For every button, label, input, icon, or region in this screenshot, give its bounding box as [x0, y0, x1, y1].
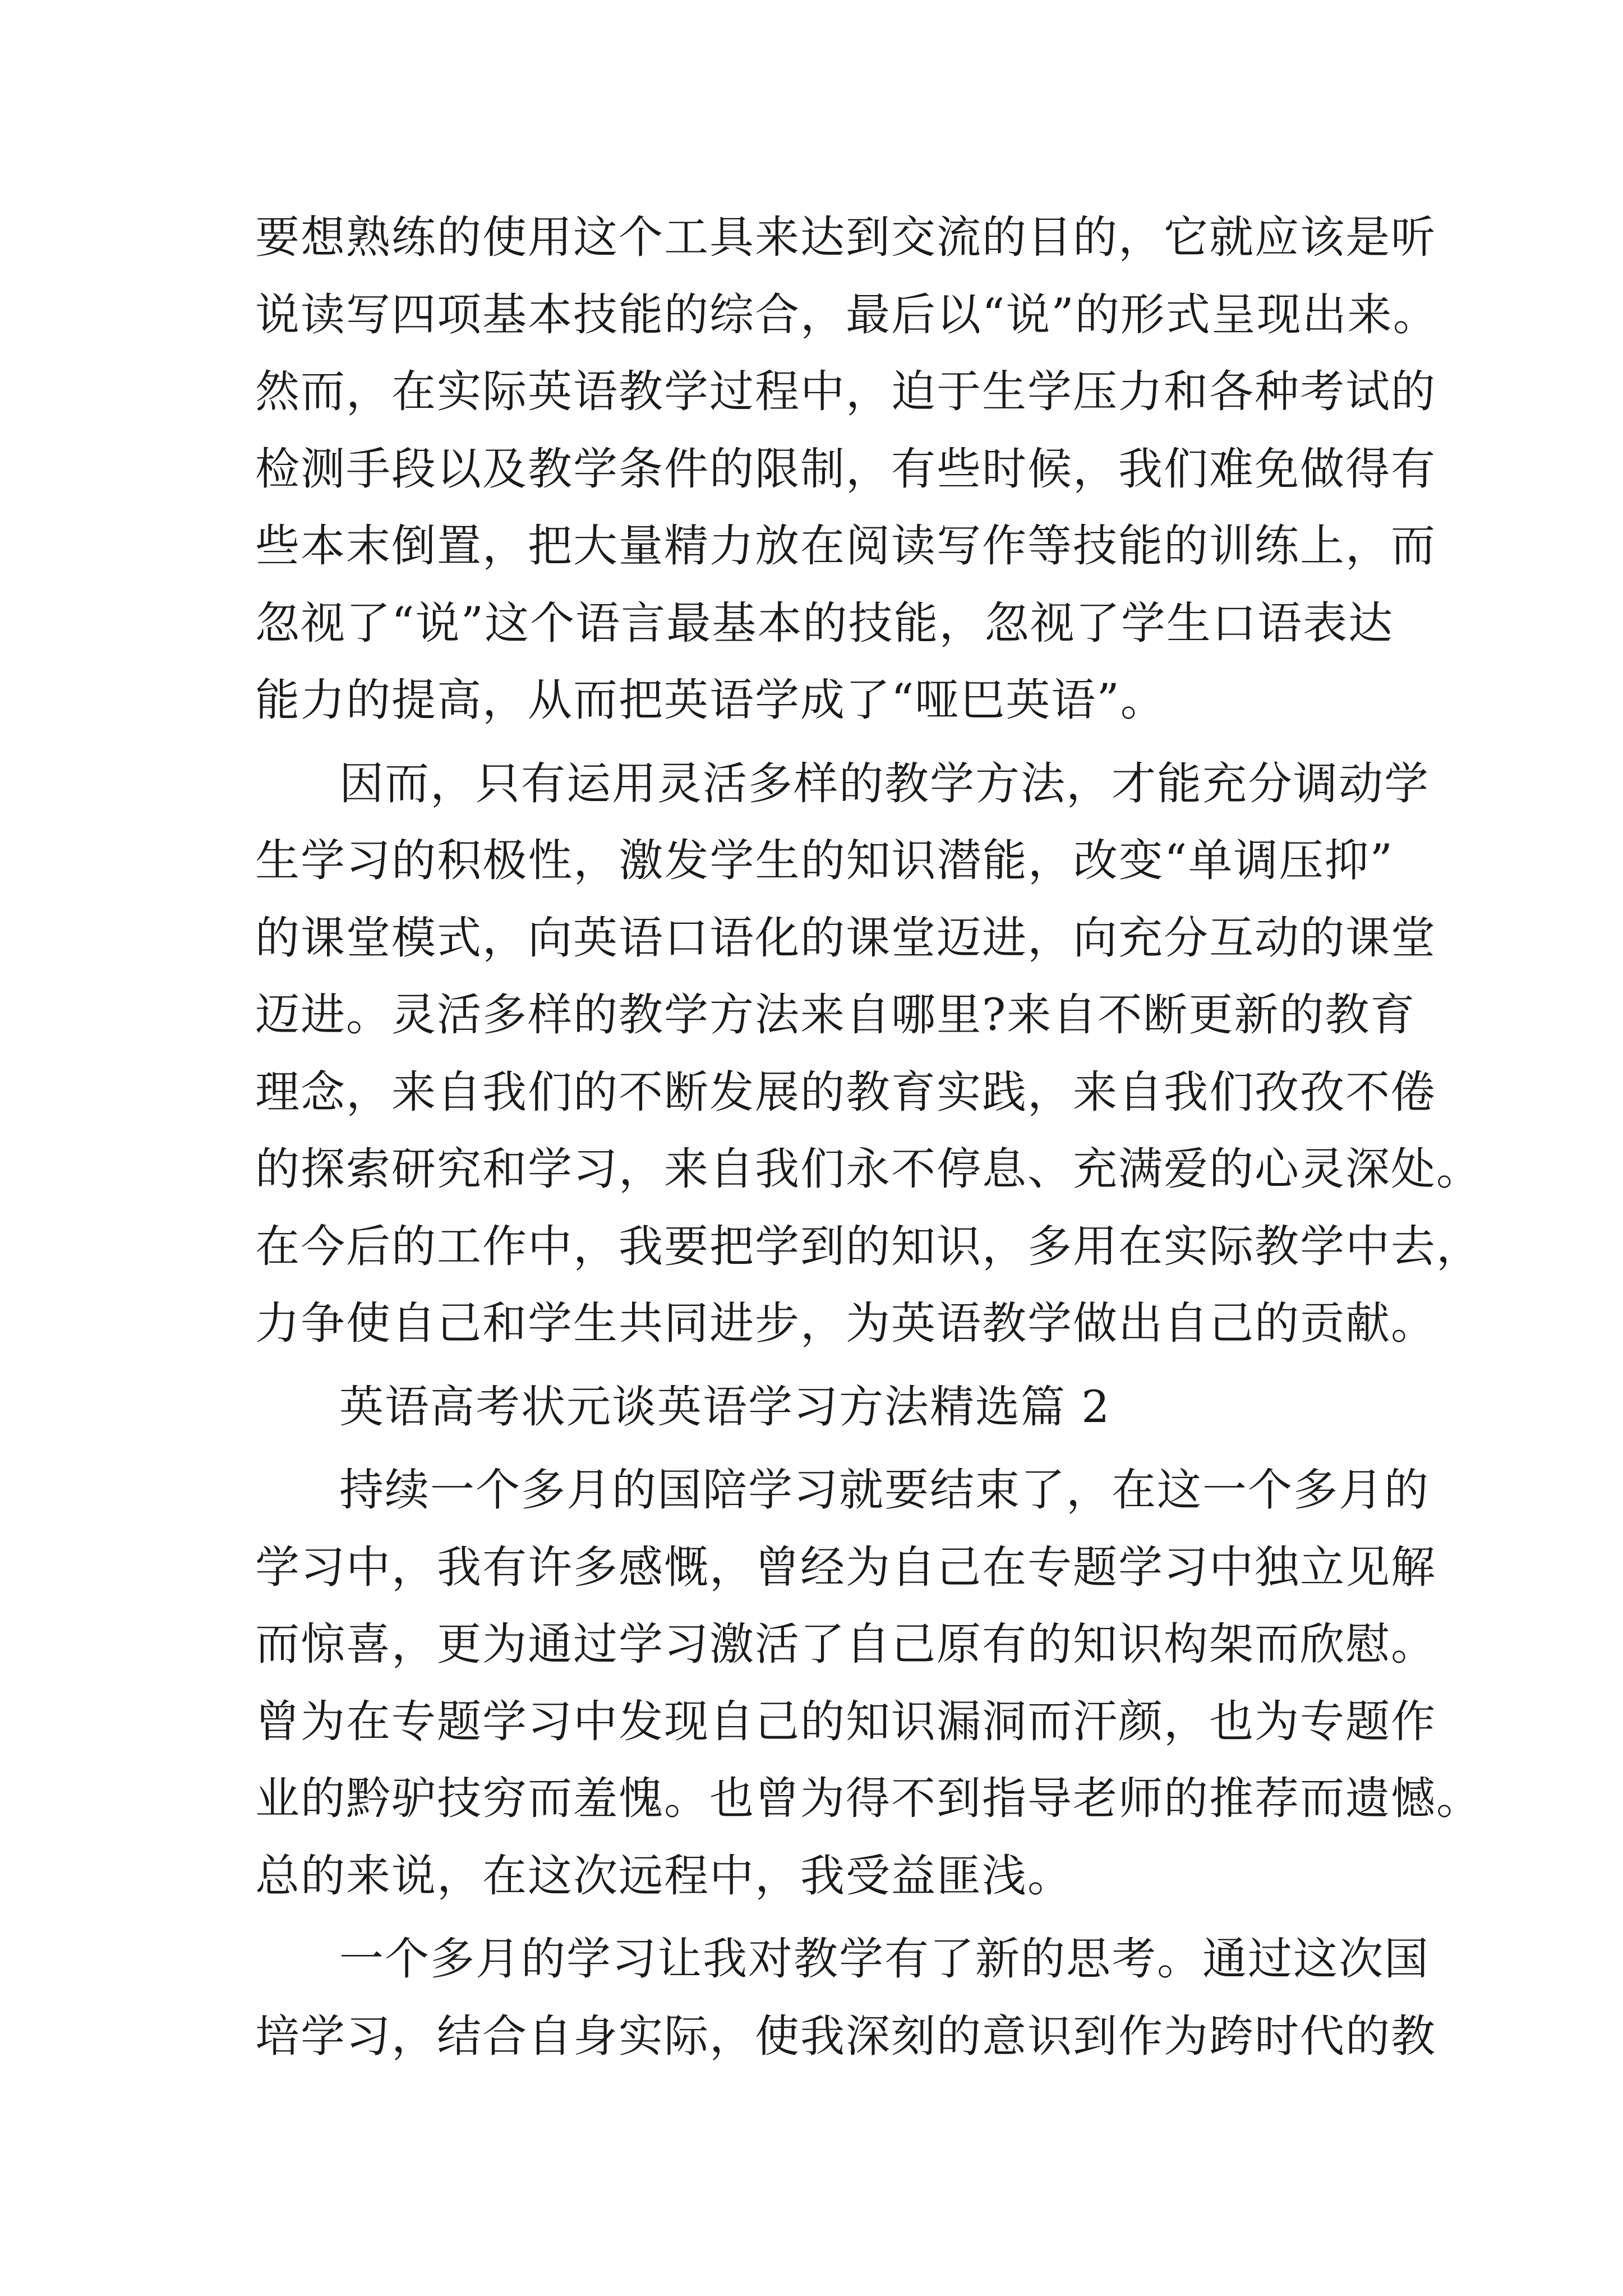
text-line: 而惊喜，更为通过学习激活了自己原有的知识构架而欣慰。 — [255, 1618, 1436, 1670]
text-line: 的探索研究和学习，来自我们永不停息、充满爱的心灵深处。 — [255, 1143, 1482, 1195]
text-line: 说读写四项基本技能的综合，最后以“说”的形式呈现出来。 — [255, 288, 1438, 341]
section-heading — [255, 1369, 1394, 1446]
text-line: 业的黔驴技穷而羞愧。也曾为得不到指导老师的推荐而遗憾。 — [255, 1773, 1482, 1824]
text-line: 在今后的工作中，我要把学到的知识，多用在实际教学中去， — [255, 1220, 1482, 1272]
text-line: 能力的提高，从而把英语学成了“哑巴英语”。 — [255, 674, 1166, 726]
text-line: 要想熟练的使用这个工具来达到交流的目的，它就应该是听 — [255, 211, 1436, 263]
text-line: 些本末倒置，把大量精力放在阅读写作等技能的训练上，而 — [255, 520, 1436, 572]
text-line: 生学习的积极性，激发学生的知识潜能，改变“单调压抑” — [255, 835, 1394, 886]
paragraph — [255, 199, 1438, 739]
text-line: 理念，来自我们的不断发展的教育实践，来自我们孜孜不倦 — [255, 1066, 1436, 1118]
text-line: 持续一个多月的国陪学习就要结束了，在这一个多月的 — [339, 1464, 1430, 1516]
text-line: 然而，在实际英语教学过程中，迫于生学压力和各种考试的 — [255, 366, 1436, 417]
text-line: 迈进。灵活多样的教学方法来自哪里?来自不断更新的教育 — [255, 989, 1416, 1041]
text-line: 曾为在专题学习中发现自己的知识漏洞而汗颜，也为专题作 — [255, 1695, 1436, 1747]
paragraph — [255, 1452, 1482, 1915]
text-line: 学习中，我有许多感慨，曾经为自己在专题学习中独立见解 — [255, 1541, 1436, 1593]
text-line: 检测手段以及教学条件的限制，有些时候，我们难免做得有 — [255, 443, 1436, 495]
document-body — [255, 199, 1482, 2075]
text-line: 一个多月的学习让我对教学有了新的思考。通过这次国 — [339, 1933, 1430, 1985]
text-line: 力争使自己和学生共同进步，为英语教学做出自己的贡献。 — [255, 1297, 1436, 1349]
text-line: 忽视了“说”这个语言最基本的技能，忽视了学生口语表达 — [255, 597, 1394, 649]
paragraph — [255, 1921, 1436, 2075]
text-line: 培学习，结合自身实际，使我深刻的意识到作为跨时代的教 — [255, 2010, 1436, 2062]
heading-text: 英语高考状元谈英语学习方法精选篇 2 — [339, 1381, 1111, 1433]
text-line: 的课堂模式，向英语口语化的课堂迈进，向充分互动的课堂 — [255, 912, 1436, 964]
text-line: 因而，只有运用灵活多样的教学方法，才能充分调动学 — [339, 757, 1430, 809]
paragraph — [255, 746, 1482, 1363]
text-line: 总的来说，在这次远程中，我受益匪浅。 — [255, 1849, 1073, 1902]
